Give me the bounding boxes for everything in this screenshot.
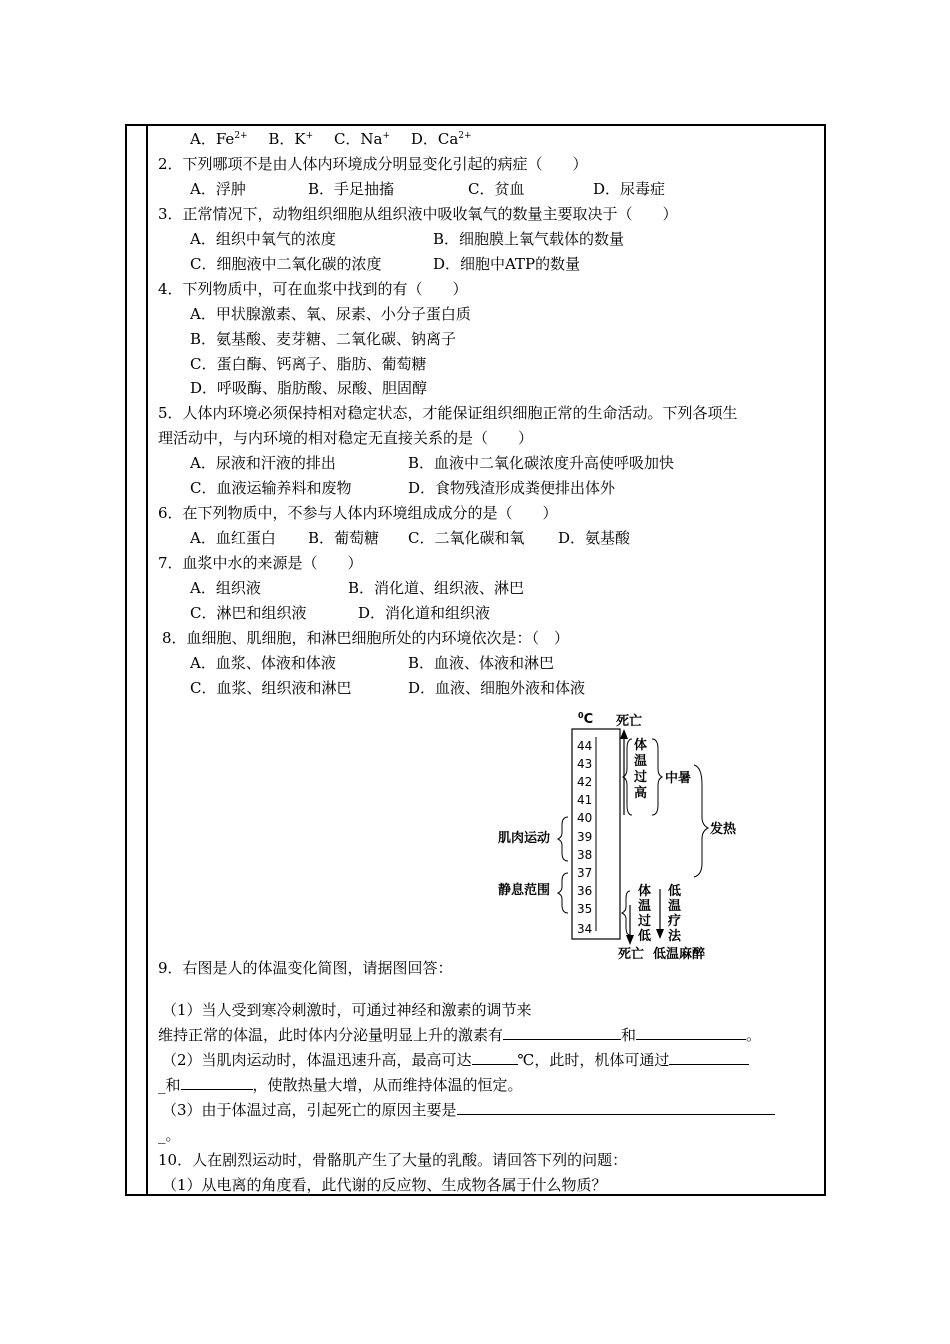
bottom-anesthesia-label: 低温麻醉 bbox=[653, 947, 706, 962]
high-temp-char-1: 体 bbox=[634, 738, 648, 753]
q1-options bbox=[190, 129, 472, 149]
q9-blank-4[interactable] bbox=[669, 1050, 749, 1065]
q8-option-d: D．血液、细胞外液和体液 bbox=[408, 679, 586, 697]
temp-39: 39 bbox=[577, 830, 593, 844]
q4-option-d: D．呼吸酶、脂肪酸、尿酸、胆固醇 bbox=[190, 379, 428, 397]
q9-part3-line1 bbox=[162, 1100, 775, 1120]
temp-43: 43 bbox=[577, 757, 593, 771]
down-arrow-head-2 bbox=[656, 929, 664, 939]
q1-option-b-sup: + bbox=[305, 131, 314, 141]
temp-36: 36 bbox=[577, 884, 593, 898]
q9-part1-end: 。 bbox=[746, 1026, 762, 1044]
high-temp-char-2: 温 bbox=[634, 754, 648, 769]
q6-option-a: A．血红蛋白 bbox=[190, 529, 276, 547]
q7-option-c: C．淋巴和组织液 bbox=[190, 604, 307, 622]
rest-range-brace bbox=[558, 873, 568, 913]
temp-38: 38 bbox=[577, 848, 593, 862]
q9-part2-end: ，使散热量大增，从而维持体温的恒定。 bbox=[252, 1076, 523, 1094]
q9-part1-text: 维持正常的体温，此时体内分泌量明显上升的激素有 bbox=[158, 1026, 504, 1044]
q9-part2-line1 bbox=[162, 1050, 749, 1070]
low-temp-char-2: 温 bbox=[638, 899, 652, 914]
therapy-char-3: 疗 bbox=[668, 914, 682, 929]
q5-option-c: C．血液运输养料和废物 bbox=[190, 479, 352, 497]
temp-42: 42 bbox=[577, 775, 593, 789]
q10-part1: （1）从电离的角度看，此代谢的反应物、生成物各属于什么物质？ bbox=[162, 1176, 607, 1194]
q2-option-c: C．贫血 bbox=[468, 180, 525, 198]
temp-34: 34 bbox=[577, 922, 593, 936]
q5-stem-line1: 5．人体内环境必须保持相对稳定状态，才能保证组织细胞正常的生命活动。下列各项生 bbox=[158, 404, 738, 422]
high-temp-char-4: 高 bbox=[634, 786, 648, 801]
q9-part1-and: 和 bbox=[621, 1026, 637, 1044]
therapy-char-2: 温 bbox=[668, 899, 682, 914]
q9-part3-line2: _。 bbox=[158, 1126, 181, 1144]
down-arrow-head-1 bbox=[626, 935, 634, 945]
q1-option-a: A．Fe bbox=[190, 130, 235, 148]
q1-option-d: D．Ca bbox=[410, 130, 459, 148]
fever-label: 发热 bbox=[710, 822, 737, 837]
q2-option-a: A．浮肿 bbox=[190, 180, 246, 198]
q7-option-d: D．消化道和组织液 bbox=[358, 604, 491, 622]
q9-blank-1[interactable] bbox=[503, 1025, 621, 1040]
q10-stem: 10．人在剧烈运动时，骨骼肌产生了大量的乳酸。请回答下列的问题： bbox=[158, 1151, 628, 1169]
q9-part2-mid: ℃，此时，机体可通过 bbox=[517, 1051, 670, 1069]
q9-part1-line2 bbox=[158, 1025, 761, 1045]
q7-option-a: A．组织液 bbox=[190, 579, 261, 597]
q7-stem: 7．血浆中水的来源是（ ） bbox=[158, 554, 363, 572]
q5-option-d: D．食物残渣形成粪便排出体外 bbox=[408, 479, 616, 497]
q4-option-a: A．甲状腺激素、氧、尿素、小分子蛋白质 bbox=[190, 305, 471, 323]
q8-stem: 8．血细胞、肌细胞，和淋巴细胞所处的内环境依次是：（ ） bbox=[162, 629, 570, 647]
q6-stem: 6．在下列物质中，不参与人体内环境组成成分的是（ ） bbox=[158, 504, 558, 522]
temp-35: 35 bbox=[577, 902, 593, 916]
q9-blank-5[interactable] bbox=[181, 1075, 253, 1090]
heatstroke-label: 中暑 bbox=[665, 771, 692, 786]
q3-option-a: A．组织中氧气的浓度 bbox=[190, 230, 336, 248]
unit-label: $^0$C bbox=[578, 711, 594, 727]
temp-37: 37 bbox=[577, 866, 593, 880]
q9-part2-text: （2）当肌肉运动时，体温迅速升高，最高可达 bbox=[162, 1051, 472, 1069]
temperature-scale bbox=[577, 739, 592, 936]
q4-stem: 4．下列物质中，可在血浆中找到的有（ ） bbox=[158, 280, 468, 298]
high-temp-label bbox=[634, 737, 647, 801]
q9-part3-text: （3）由于体温过高，引起死亡的原因主要是 bbox=[162, 1101, 457, 1119]
up-arrow-head bbox=[620, 729, 628, 739]
q6-option-b: B．葡萄糖 bbox=[308, 529, 380, 547]
top-death-label: 死亡 bbox=[616, 714, 643, 729]
q8-option-c: C．血浆、组织液和淋巴 bbox=[190, 679, 352, 697]
q8-option-b: B．血液、体液和淋巴 bbox=[408, 654, 555, 672]
exercise-label: 肌肉运动 bbox=[498, 831, 551, 846]
temp-40: 40 bbox=[577, 811, 593, 825]
q3-option-c: C．细胞液中二氧化碳的浓度 bbox=[190, 255, 382, 273]
high-temp-char-3: 过 bbox=[634, 770, 648, 785]
q1-option-d-sup: 2+ bbox=[458, 131, 472, 141]
therapy-label bbox=[667, 883, 682, 944]
q6-option-d: D．氨基酸 bbox=[558, 529, 631, 547]
q9-blank-6[interactable] bbox=[457, 1100, 775, 1115]
low-temp-char-3: 过 bbox=[638, 914, 652, 929]
exercise-brace bbox=[558, 817, 568, 861]
q9-stem: 9．右图是人的体温变化简图，请据图回答： bbox=[158, 959, 453, 977]
q5-option-a: A．尿液和汗液的排出 bbox=[190, 454, 336, 472]
q9-blank-3[interactable] bbox=[472, 1050, 518, 1065]
q9-part2-and: _和 bbox=[158, 1076, 181, 1094]
q3-stem: 3．正常情况下，动物组织细胞从组织液中吸收氧气的数量主要取决于（ ） bbox=[158, 205, 678, 223]
fever-brace bbox=[694, 765, 708, 877]
bottom-death-label: 死亡 bbox=[618, 947, 645, 962]
low-temp-char-1: 体 bbox=[638, 884, 652, 899]
heatstroke-brace bbox=[652, 739, 662, 815]
column-divider bbox=[146, 124, 148, 1196]
q9-part2-line2 bbox=[158, 1075, 523, 1095]
body-temperature-diagram bbox=[490, 705, 750, 965]
therapy-char-4: 法 bbox=[668, 929, 682, 944]
low-temp-brace bbox=[622, 891, 630, 935]
therapy-char-1: 低 bbox=[668, 884, 682, 899]
low-temp-label bbox=[638, 883, 652, 944]
q5-option-b: B．血液中二氧化碳浓度升高使呼吸加快 bbox=[408, 454, 675, 472]
q1-option-c-sup: + bbox=[382, 131, 391, 141]
q3-option-d: D．细胞中ATP的数量 bbox=[433, 255, 581, 273]
q5-stem-line2: 理活动中，与内环境的相对稳定无直接关系的是（ ） bbox=[158, 429, 534, 447]
q2-option-b: B．手足抽搐 bbox=[308, 180, 395, 198]
q1-option-c: C．Na bbox=[333, 130, 383, 148]
q9-part1-line1: （1）当人受到寒冷刺激时，可通过神经和激素的调节来 bbox=[162, 1001, 532, 1019]
q1-option-a-sup: 2+ bbox=[234, 131, 248, 141]
q7-option-b: B．消化道、组织液、淋巴 bbox=[348, 579, 525, 597]
q6-option-c: C．二氧化碳和氧 bbox=[408, 529, 525, 547]
temp-41: 41 bbox=[577, 793, 593, 807]
q4-option-c: C．蛋白酶、钙离子、脂肪、葡萄糖 bbox=[190, 355, 427, 373]
rest-range-label: 静息范围 bbox=[498, 883, 551, 898]
q8-option-a: A．血浆、体液和体液 bbox=[190, 654, 336, 672]
temp-44: 44 bbox=[577, 739, 593, 753]
q1-option-b: B．K bbox=[268, 130, 306, 148]
q3-option-b: B．细胞膜上氧气载体的数量 bbox=[433, 230, 625, 248]
q2-option-d: D．尿毒症 bbox=[593, 180, 666, 198]
q2-stem: 2．下列哪项不是由人体内环境成分明显变化引起的病症（ ） bbox=[158, 155, 588, 173]
q4-option-b: B．氨基酸、麦芽糖、二氧化碳、钠离子 bbox=[190, 330, 457, 348]
low-temp-char-4: 低 bbox=[638, 929, 652, 944]
q9-blank-2[interactable] bbox=[636, 1025, 746, 1040]
